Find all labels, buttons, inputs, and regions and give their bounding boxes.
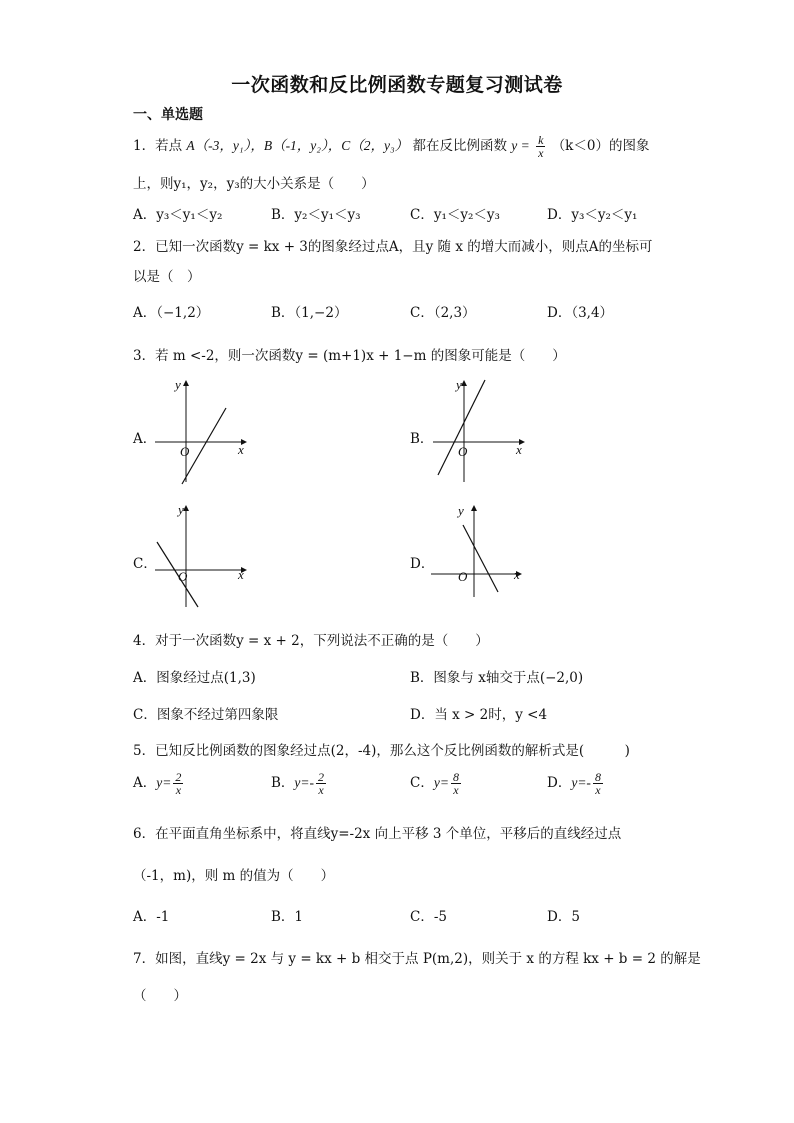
q4-option-d[interactable]: D．当 x > 2时，y <4 bbox=[410, 707, 548, 723]
x-label: x bbox=[238, 442, 244, 457]
q3-graph-b bbox=[428, 372, 538, 487]
q1-denominator: x bbox=[538, 146, 544, 160]
q5-option-d-fraction bbox=[593, 771, 603, 796]
origin-label: O bbox=[458, 444, 468, 459]
q3-graph-d bbox=[428, 497, 538, 612]
y-arrow-icon bbox=[461, 380, 467, 386]
q4-option-b[interactable]: B．图象与 x轴交于点(−2,0) bbox=[410, 670, 584, 686]
question-5-stem: 5．已知反比例函数的图象经过点(2，-4)，那么这个反比例函数的解析式是( ) bbox=[133, 743, 630, 759]
q5-option-c[interactable] bbox=[410, 771, 463, 796]
question-3-stem: 3．若 m <-2，则一次函数y = (m+1)x + 1−m 的图象可能是（ ） bbox=[133, 348, 566, 364]
q5-option-a-label: A． bbox=[133, 775, 157, 791]
q1-condition: （k＜0）的图象 bbox=[551, 138, 650, 154]
function-line bbox=[463, 525, 498, 592]
q5-option-a-pre: y= bbox=[156, 775, 172, 790]
question-6-line2: （-1，m)，则 m 的值为（ ） bbox=[133, 868, 335, 884]
q5-option-a[interactable] bbox=[133, 771, 185, 796]
q5-option-b-num: 2 bbox=[318, 770, 325, 784]
question-4-stem: 4．对于一次函数y = x + 2，下列说法不正确的是（ ） bbox=[133, 633, 489, 649]
y-label: y bbox=[175, 377, 181, 392]
q5-option-b-pre: y=- bbox=[294, 775, 315, 790]
q6-option-b[interactable]: B．1 bbox=[271, 909, 304, 925]
q6-option-c[interactable]: C．-5 bbox=[410, 909, 447, 925]
q2-option-d[interactable]: D．（3,4） bbox=[547, 305, 614, 321]
x-label: x bbox=[238, 567, 244, 582]
origin-label: O bbox=[458, 569, 468, 584]
q5-option-b-fraction bbox=[316, 771, 326, 796]
q5-option-b-den: x bbox=[318, 783, 324, 797]
q5-option-b-label: B． bbox=[271, 775, 295, 791]
question-1-stem bbox=[133, 134, 649, 159]
question-2-stem: 2．已知一次函数y = kx + 3的图象经过点A，且y 随 x 的增大而减小，则点A的坐标可 bbox=[133, 239, 653, 255]
q1-fraction bbox=[536, 134, 545, 159]
x-label: x bbox=[516, 442, 522, 457]
q5-option-d-pre: y=- bbox=[571, 775, 591, 790]
q5-option-c-num: 8 bbox=[452, 770, 459, 784]
q1-mid: 都在反比例函数 bbox=[412, 138, 507, 154]
q3-option-a[interactable]: A． bbox=[133, 431, 157, 447]
q3-option-c[interactable]: C． bbox=[133, 556, 157, 572]
y-label: y bbox=[458, 503, 464, 518]
origin-label: O bbox=[180, 444, 190, 459]
function-line bbox=[438, 380, 485, 475]
q3-option-b[interactable]: B． bbox=[410, 431, 434, 447]
q4-option-c[interactable]: C．图象不经过第四象限 bbox=[133, 707, 279, 723]
q5-option-a-num: 2 bbox=[175, 770, 182, 784]
q2-option-b[interactable]: B．（1,−2） bbox=[271, 305, 348, 321]
x-label: x bbox=[514, 567, 520, 582]
q5-option-c-fraction bbox=[451, 771, 461, 796]
y-arrow-icon bbox=[183, 505, 189, 511]
origin-label: O bbox=[178, 569, 188, 584]
q1-option-c[interactable]: C．y₁＜y₂＜y₃ bbox=[410, 207, 500, 223]
q5-option-c-pre: y= bbox=[433, 775, 449, 790]
q5-option-c-label: C． bbox=[410, 775, 434, 791]
q6-option-a[interactable]: A．-1 bbox=[133, 909, 170, 925]
q2-option-c[interactable]: C．（2,3） bbox=[410, 305, 476, 321]
question-7-stem: 7．如图，直线y = 2x 与 y = kx + b 相交于点 P(m,2)，则关于 x 的方程 kx + b = 2 的解是 bbox=[133, 951, 701, 967]
y-arrow-icon bbox=[471, 505, 477, 511]
y-arrow-icon bbox=[183, 380, 189, 386]
q5-option-a-den: x bbox=[175, 783, 182, 797]
q1-option-a[interactable]: A．y₃＜y₁＜y₂ bbox=[133, 207, 223, 223]
q1-prefix: 1．若点 bbox=[133, 138, 183, 154]
y-label: y bbox=[178, 502, 184, 517]
question-1-line2: 上，则y₁，y₂，y₃的大小关系是（ ） bbox=[133, 176, 375, 192]
q1-func: y = bbox=[511, 138, 530, 153]
q3-option-d[interactable]: D． bbox=[410, 556, 435, 572]
q1-numerator: k bbox=[538, 133, 544, 147]
q5-option-a-fraction bbox=[173, 771, 183, 796]
q3-graph-a bbox=[150, 372, 260, 487]
section-heading: 一、单选题 bbox=[133, 107, 203, 123]
question-2-line2: 以是（ ） bbox=[133, 269, 201, 285]
page-title: 一次函数和反比例函数专题复习测试卷 bbox=[231, 74, 563, 96]
q3-graph-c bbox=[150, 497, 260, 612]
q5-option-d-num: 8 bbox=[594, 770, 601, 784]
q5-option-d[interactable] bbox=[547, 771, 605, 796]
q4-option-a[interactable]: A．图象经过点(1,3) bbox=[133, 670, 256, 686]
q1-option-b[interactable]: B．y₂＜y₁＜y₃ bbox=[271, 207, 361, 223]
q6-option-d[interactable]: D．5 bbox=[547, 909, 580, 925]
q5-option-d-den: x bbox=[595, 783, 601, 797]
q5-option-c-den: x bbox=[453, 783, 459, 797]
q1-option-d[interactable]: D．y₃＜y₂＜y₁ bbox=[547, 207, 638, 223]
q5-option-d-label: D． bbox=[547, 775, 572, 791]
q5-option-b[interactable] bbox=[271, 771, 328, 796]
q1-points: A（-3，y₁），B（-1，y₂），C（2，y₃） bbox=[186, 138, 409, 153]
question-6-stem: 6．在平面直角坐标系中，将直线y=-2x 向上平移 3 个单位，平移后的直线经过点 bbox=[133, 826, 622, 842]
q2-option-a[interactable]: A．（−1,2） bbox=[133, 305, 210, 321]
question-7-line2: （ ） bbox=[133, 988, 187, 1004]
y-label: y bbox=[456, 377, 462, 392]
